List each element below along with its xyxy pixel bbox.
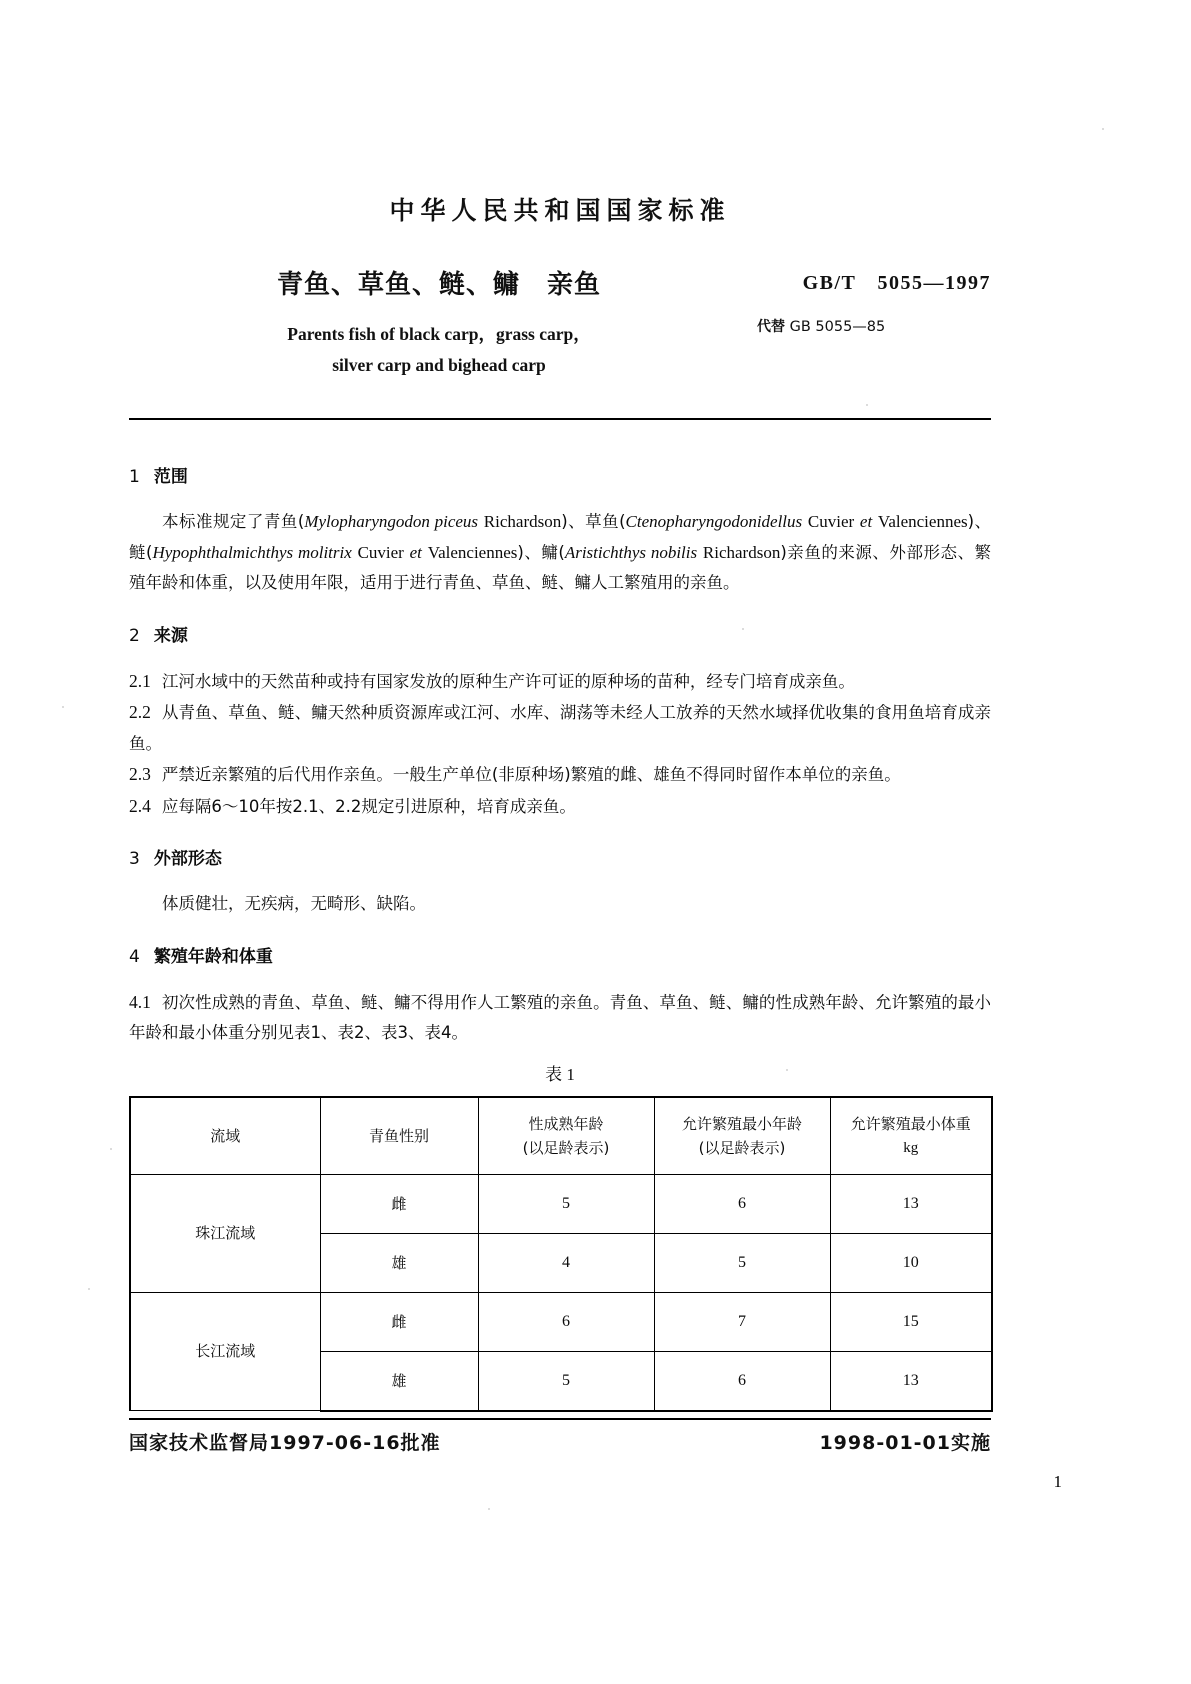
footer (129, 1428, 991, 1455)
clause-number-4-1: 4.1 (129, 991, 151, 1012)
section-3-paragraph: 体质健壮，无疾病，无畸形、缺陷。 (162, 894, 426, 913)
section-number-4: 4 (129, 946, 140, 967)
cell-sex-pearl-female: 雌 (320, 1174, 478, 1233)
column-header-min-breeding-age-line2: (以足龄表示) (698, 1138, 786, 1157)
column-header-basin (130, 1097, 320, 1175)
cell-min-breeding-age-pearl-male: 5 (654, 1233, 830, 1292)
scan-speck (62, 706, 64, 708)
clause-text-4-1: 初次性成熟的青鱼、草鱼、鲢、鳙不得用作人工繁殖的亲鱼。青鱼、草鱼、鲢、鳙的性成熟年龄、允许繁殖的最小年龄和最小体重分别见表1、表2、表3、表4。 (129, 992, 991, 1042)
section-number-3: 3 (129, 849, 140, 869)
clause-2-2 (129, 697, 991, 759)
cell-min-weight-yangtze-female: 15 (830, 1292, 992, 1351)
cell-maturity-age-pearl-female: 5 (478, 1174, 654, 1233)
footer-approval: 国家技术监督局1997-06-16批准 (129, 1432, 441, 1454)
clause-text-2-2: 从青鱼、草鱼、鲢、鳙天然种质资源库或江河、水库、湖荡等未经人工放养的天然水域择优收集的食用鱼培育成亲鱼。 (129, 703, 991, 753)
table-header-row (130, 1097, 992, 1175)
standard-number: GB/T 5055—1997 (802, 272, 991, 294)
scan-speck (88, 1288, 90, 1290)
cell-min-weight-pearl-male: 10 (830, 1233, 992, 1292)
cell-min-breeding-age-pearl-female: 6 (654, 1174, 830, 1233)
section-heading-1 (129, 462, 991, 493)
section-title-4: 繁殖年龄和体重 (153, 946, 273, 967)
column-header-maturity-age (478, 1097, 654, 1175)
column-header-maturity-age-line1: 性成熟年龄 (528, 1114, 604, 1133)
section-title-1: 范围 (153, 467, 188, 487)
column-header-min-breeding-age (654, 1097, 830, 1175)
column-header-basin-line1: 流域 (210, 1126, 241, 1145)
cell-min-weight-yangtze-male: 13 (830, 1351, 992, 1411)
clause-2-4 (129, 791, 991, 823)
cell-min-breeding-age-yangtze-male: 6 (654, 1351, 830, 1411)
table-1 (129, 1096, 993, 1412)
cell-maturity-age-yangtze-female: 6 (478, 1292, 654, 1351)
clause-number-2-1: 2.1 (129, 670, 151, 691)
chinese-title: 青鱼、草鱼、鲢、鳙 亲鱼 (276, 270, 601, 300)
footer-implementation: 1998-01-01实施 (819, 1432, 991, 1454)
section-number-1: 1 (129, 467, 140, 487)
section-title-3: 外部形态 (153, 849, 222, 869)
column-header-min-breeding-age-line1: 允许繁殖最小年龄 (681, 1114, 802, 1133)
table-1-body (130, 1174, 992, 1411)
table-1-caption: 表 1 (545, 1064, 575, 1084)
document-content (129, 0, 991, 1412)
column-header-min-weight-unit: kg (903, 1139, 919, 1156)
footer-divider (129, 1418, 991, 1420)
scan-speck (488, 1508, 490, 1510)
cell-sex-pearl-male: 雄 (320, 1233, 478, 1292)
clause-number-2-3: 2.3 (129, 764, 151, 784)
english-title-line-2: silver carp and bighead carp (332, 355, 546, 375)
cell-basin-yangtze: 长江流域 (130, 1292, 320, 1411)
section-title-2: 来源 (153, 625, 188, 646)
replaces-label: 代替 (757, 319, 785, 335)
column-header-min-weight-line1: 允许繁殖最小体重 (850, 1114, 971, 1133)
national-standard-label: 中华人民共和国国家标准 (389, 196, 731, 225)
table-1-head (130, 1097, 992, 1175)
clause-2-1 (129, 666, 991, 698)
clause-text-2-4: 应每隔6～10年按2.1、2.2规定引进原种，培育成亲鱼。 (161, 796, 576, 816)
replaces-value: GB 5055—85 (789, 319, 886, 335)
clause-text-2-3: 严禁近亲繁殖的后代用作亲鱼。一般生产单位(非原种场)繁殖的雌、雄鱼不得同时留作本单位的亲鱼。 (161, 765, 901, 784)
replaces-note (731, 316, 991, 336)
document-body (129, 462, 991, 1412)
clause-4-1 (129, 987, 991, 1049)
scan-speck (110, 1148, 112, 1150)
clause-number-2-2: 2.2 (129, 702, 151, 722)
table-row (130, 1174, 992, 1233)
cell-min-breeding-age-yangtze-female: 7 (654, 1292, 830, 1351)
section-1-paragraph: 本标准规定了青鱼(Mylopharyngodon piceus Richardson)、草鱼(Ctenopharyngodonidellus Cuvier et Valenciennes)、鲢(Hypophthalmichthys molitrix Cuvier et Valenciennes)、鳙(Aristichthys nobilis Richardson)亲鱼的来源、外部形态、繁殖年龄和体重，以及使用年限，适用于进行青鱼、草鱼、鲢、鳙人工繁殖用的亲鱼。 (129, 512, 992, 592)
cell-sex-yangtze-male: 雄 (320, 1351, 478, 1411)
scan-speck (1102, 128, 1104, 130)
table-row (130, 1292, 992, 1351)
clause-text-2-1: 江河水域中的天然苗种或持有国家发放的原种生产许可证的原种场的苗种，经专门培育成亲鱼。 (161, 671, 855, 691)
section-heading-2 (129, 621, 991, 652)
cell-basin-pearl: 珠江流域 (130, 1174, 320, 1292)
column-header-sex (320, 1097, 478, 1175)
column-header-min-weight (830, 1097, 992, 1175)
english-title (129, 319, 749, 381)
column-header-sex-line1: 青鱼性别 (368, 1126, 429, 1145)
cell-sex-yangtze-female: 雌 (320, 1292, 478, 1351)
section-number-2: 2 (129, 625, 140, 646)
page-number: 1 (1053, 1472, 1062, 1491)
section-heading-3 (129, 844, 991, 875)
title-block (129, 264, 991, 394)
clause-number-2-4: 2.4 (129, 795, 151, 816)
masthead (129, 0, 991, 226)
header-divider (129, 418, 991, 420)
clause-2-3 (129, 759, 991, 791)
cell-maturity-age-yangtze-male: 5 (478, 1351, 654, 1411)
column-header-maturity-age-line2: (以足龄表示) (522, 1138, 610, 1157)
cell-maturity-age-pearl-male: 4 (478, 1233, 654, 1292)
section-heading-4 (129, 942, 991, 973)
english-title-line-1: Parents fish of black carp，grass carp， (287, 324, 591, 344)
cell-min-weight-pearl-female: 13 (830, 1174, 992, 1233)
